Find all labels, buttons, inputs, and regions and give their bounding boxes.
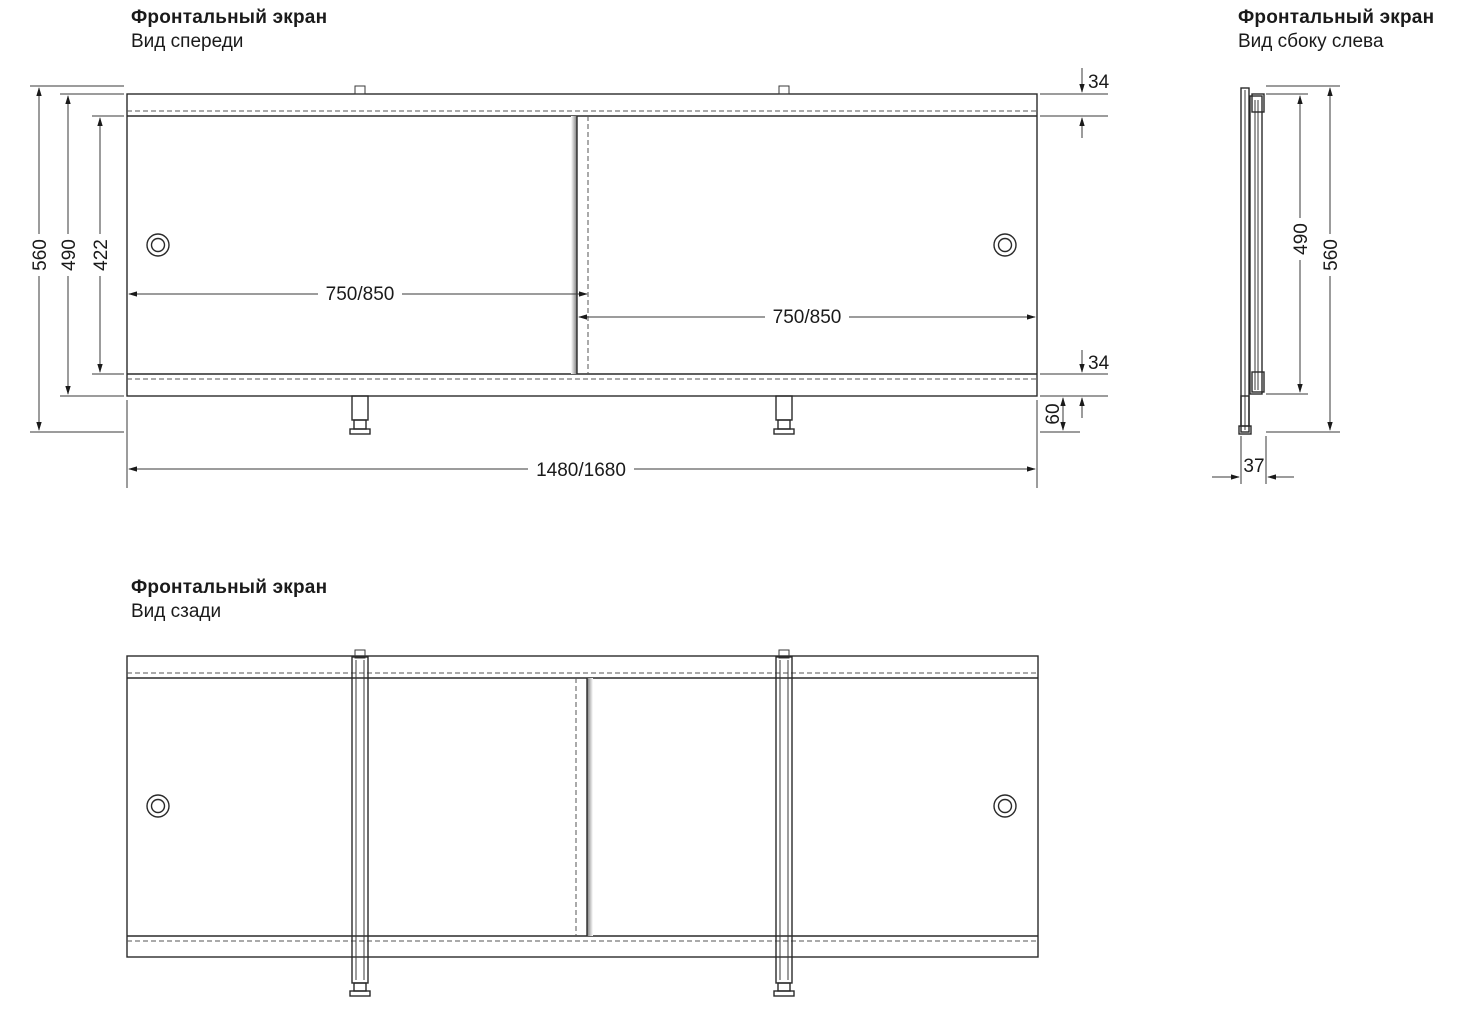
- rear-left-handle-icon: [147, 795, 169, 817]
- dim-bottom-rail-label: 34: [1088, 353, 1110, 374]
- side-dim-depth-label: 37: [1243, 456, 1265, 477]
- dim-width-label: 1480/1680: [536, 460, 626, 481]
- side-dim-490-label: 490: [1291, 223, 1312, 255]
- side-view-subtitle: Вид сбоку слева: [1238, 30, 1384, 52]
- front-door-seam-shadow: [571, 116, 577, 374]
- front-left-handle-icon: [147, 234, 169, 256]
- front-panel-outline: [127, 94, 1037, 396]
- dim-left-door-label: 750/850: [325, 284, 395, 305]
- dim-top-rail-label: 34: [1088, 72, 1110, 93]
- dim-right-door-label: 750/850: [772, 307, 842, 328]
- side-door-profile: [1250, 96, 1262, 394]
- rear-view-drawing: [127, 650, 1038, 996]
- rear-support-post-left: [350, 650, 370, 996]
- rear-support-post-right: [774, 650, 794, 996]
- dim-leg-label: 60: [1043, 403, 1064, 425]
- dim-422-label: 422: [91, 239, 112, 271]
- rear-view-title: Фронтальный экран: [131, 577, 328, 598]
- front-view-subtitle: Вид спереди: [131, 30, 244, 52]
- rear-panel-outline: [127, 656, 1038, 957]
- side-dim-560-label: 560: [1321, 239, 1342, 271]
- front-view-title: Фронтальный экран: [131, 7, 328, 28]
- side-view-drawing: [1212, 86, 1342, 484]
- front-top-screw-left: [355, 86, 365, 94]
- front-view-drawing: [29, 68, 1110, 488]
- front-leg-left: [350, 396, 370, 434]
- dim-560-label: 560: [30, 239, 51, 271]
- front-top-screw-right: [779, 86, 789, 94]
- dim-490-label: 490: [59, 239, 80, 271]
- side-view-title: Фронтальный экран: [1238, 7, 1435, 28]
- rear-door-seam-shadow: [587, 678, 593, 936]
- rear-right-handle-icon: [994, 795, 1016, 817]
- rear-view-subtitle: Вид сзади: [131, 600, 222, 622]
- front-right-handle-icon: [994, 234, 1016, 256]
- front-leg-right: [774, 396, 794, 434]
